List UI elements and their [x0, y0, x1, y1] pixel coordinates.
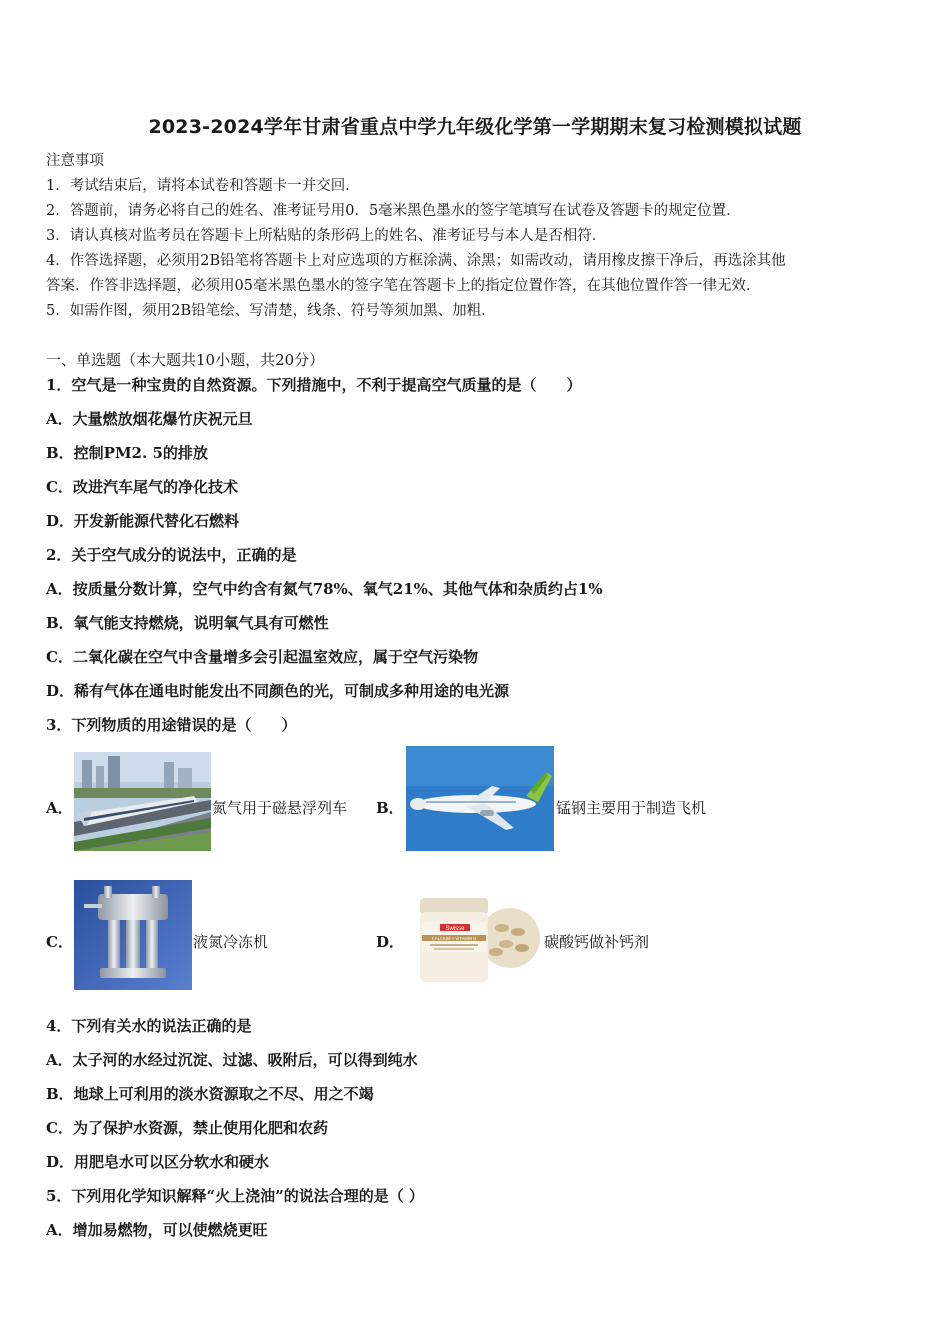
airplane-image	[406, 746, 554, 851]
question-3-option-a-label: A．	[46, 799, 73, 817]
question-1-stem: 1．空气是一种宝贵的自然资源。下列措施中，不利于提高空气质量的是（ ）	[46, 376, 582, 394]
notice-item: 5．如需作图，须用2B铅笔绘、写清楚，线条、符号等须加黑、加粗．	[46, 303, 496, 319]
page-title: 2023-2024学年甘肃省重点中学九年级化学第一学期期末复习检测模拟试题	[148, 116, 802, 138]
section-heading: 一、单选题（本大题共10小题，共20分）	[46, 351, 325, 369]
question-3-option-c-text: 液氮冷冻机	[193, 933, 269, 951]
question-4-option-d: D．用肥皂水可以区分软水和硬水	[46, 1153, 270, 1171]
question-2-option-b: B．氧气能支持燃烧，说明氧气具有可燃性	[46, 614, 329, 632]
question-2-stem: 2．关于空气成分的说法中，正确的是	[46, 546, 297, 564]
maglev-train-image	[74, 752, 211, 851]
question-2-option-a: A．按质量分数计算，空气中约含有氮气78%、氧气21%、其他气体和杂质约占1%	[46, 580, 603, 598]
notice-item: 答案．作答非选择题，必须用05毫米黑色墨水的签字笔在答题卡上的指定位置作答，在其他位置作答一律无效．	[46, 278, 761, 294]
question-3-stem: 3．下列物质的用途错误的是（ ）	[46, 716, 297, 734]
question-1-option-a: A．大量燃放烟花爆竹庆祝元旦	[46, 410, 253, 428]
jar-label: CALCIUM + VITAMIN D	[431, 936, 477, 941]
question-3-option-b-text: 锰钢主要用于制造飞机	[556, 799, 707, 817]
notice-item: 1．考试结束后，请将本试卷和答题卡一并交回．	[46, 178, 360, 194]
question-1-option-d: D．开发新能源代替化石燃料	[46, 512, 240, 530]
liquid-nitrogen-freezer-image	[74, 880, 192, 990]
notice-item: 2．答题前，请务必将自己的姓名、准考证号用0．5毫米黑色墨水的签字笔填写在试卷及答题卡的规定位置．	[46, 203, 741, 219]
calcium-supplement-image	[410, 892, 542, 988]
question-3-option-b-label: B．	[376, 799, 404, 817]
question-4-option-b: B．地球上可利用的淡水资源取之不尽、用之不竭	[46, 1085, 374, 1103]
question-4-option-c: C．为了保护水资源，禁止使用化肥和农药	[46, 1119, 328, 1137]
question-1-option-c: C．改进汽车尾气的净化技术	[46, 478, 238, 496]
question-3-option-d-text: 碳酸钙做补钙剂	[544, 933, 650, 951]
question-1-option-b: B．控制PM2. 5的排放	[46, 444, 208, 462]
notice-heading: 注意事项	[46, 153, 104, 169]
question-3-option-c-label: C．	[46, 933, 73, 951]
question-2-option-c: C．二氧化碳在空气中含量增多会引起温室效应，属于空气污染物	[46, 648, 478, 666]
question-4-option-a: A．太子河的水经过沉淀、过滤、吸附后，可以得到纯水	[46, 1051, 418, 1069]
question-5-stem: 5．下列用化学知识解释“火上浇油”的说法合理的是（ ）	[46, 1187, 424, 1205]
question-2-option-d: D．稀有气体在通电时能发出不同颜色的光，可制成多种用途的电光源	[46, 682, 510, 700]
notice-item: 4．作答选择题，必须用2B铅笔将答题卡上对应选项的方框涂满、涂黑；如需改动，请用橡皮擦干净后，再选涂其他	[46, 253, 786, 269]
notice-item: 3．请认真核对监考员在答题卡上所粘贴的条形码上的姓名、准考证号与本人是否相符．	[46, 228, 607, 244]
question-5-option-a: A．增加易燃物，可以使燃烧更旺	[46, 1221, 268, 1239]
question-4-stem: 4．下列有关水的说法正确的是	[46, 1017, 252, 1035]
question-3-option-a-text: 氮气用于磁悬浮列车	[212, 799, 348, 817]
question-3-option-d-label: D．	[376, 933, 405, 951]
jar-brand: Swisse	[445, 926, 465, 932]
